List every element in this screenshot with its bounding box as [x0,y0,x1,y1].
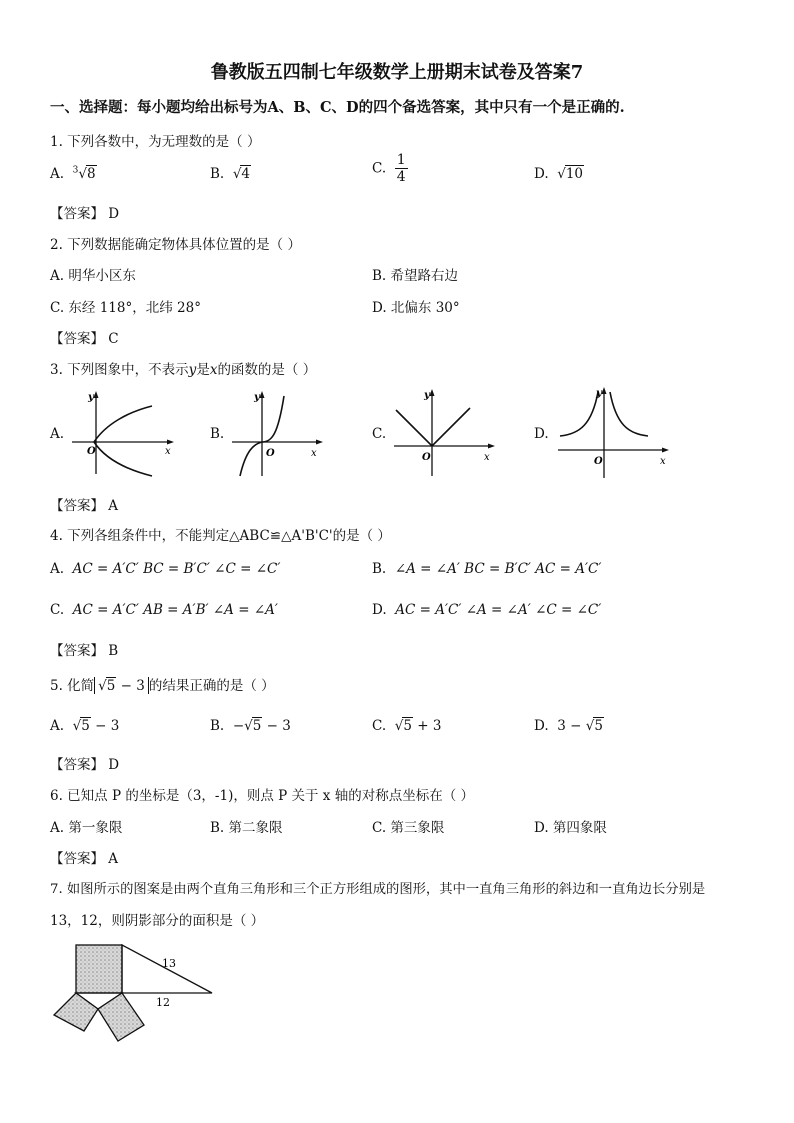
q6-option-c: C. 第三象限 [372,820,445,836]
q7-label-12: 12 [156,996,170,1009]
svg-text:O: O [87,446,96,457]
q6-answer: 【答案】 A [50,851,119,867]
q4-option-b: B. ∠A = ∠A′ BC = B′C′ AC = A′C′ [372,561,602,577]
q4-option-d: D. AC = A′C′ ∠A = ∠A′ ∠C = ∠C′ [372,602,602,618]
q7-top-square [76,945,122,993]
svg-text:x: x [311,448,317,459]
q5-option-b: B. −√5 − 3 [210,718,291,734]
page-title: 鲁教版五四制七年级数学上册期末试卷及答案7 [210,62,584,83]
q2-answer: 【答案】 C [50,331,119,347]
q2-option-d: D. 北偏东 30° [372,300,460,316]
q1-option-c: C. $\frac{1}{4}$ [372,152,406,185]
q4-option-c: C. AC = A′C′ AB = A′B′ ∠A = ∠A′ [50,602,278,618]
svg-text:y: y [88,392,94,403]
svg-text:y: y [424,390,430,401]
q2-option-a: A. 明华小区东 [50,268,136,284]
svg-text:O: O [422,452,431,463]
question-5-stem: 5. 化简 √5 − 3 的结果正确的是（ ） [50,678,275,694]
q1-option-d: D. √10 [534,166,584,182]
q3-option-d-label: D. [534,426,549,442]
svg-text:x: x [165,446,171,457]
q3-graph-c [388,386,500,480]
q1-option-a: A. $^3$√8 [50,165,96,182]
q6-option-b: B. 第二象限 [210,820,283,836]
q5-answer: 【答案】 D [50,757,120,773]
q7-left-square [54,993,98,1031]
q3-answer: 【答案】 A [50,498,119,514]
q3-graph-b [228,388,328,480]
section-heading: 一、选择题：每小题均给出标号为A、B、C、D的四个备选答案，其中只有一个是正确的. [50,99,625,116]
q1-answer: 【答案】 D [50,206,120,222]
svg-text:y: y [254,392,260,403]
svg-text:x: x [660,456,666,467]
question-1-stem: 1. 下列各数中，为无理数的是（ ） [50,134,261,150]
q3-option-a-label: A. [50,426,65,442]
q3-option-b-label: B. [210,426,225,442]
q4-option-a: A. AC = A′C′ BC = B′C′ ∠C = ∠C′ [50,561,281,577]
q5-option-c: C. √5 + 3 [372,718,442,734]
q5-option-a: A. √5 − 3 [50,718,120,734]
q3-option-c-label: C. [372,426,387,442]
svg-text:O: O [266,448,275,459]
question-6-stem: 6. 已知点 P 的坐标是（3，-1)，则点 P 关于 x 轴的对称点坐标在（ ） [50,788,474,804]
q7-figure [44,935,224,1047]
q6-option-d: D. 第四象限 [534,820,607,836]
question-2-stem: 2. 下列数据能确定物体具体位置的是（ ） [50,237,301,253]
question-7-stem-line1: 7. 如图所示的图案是由两个直角三角形和三个正方形组成的图形，其中一直角三角形的斜边和一直角边长分别是 [50,882,706,897]
q3-graph-a [68,388,178,480]
q2-option-b: B. 希望路右边 [372,268,459,284]
q2-option-c: C. 东经 118°，北纬 28° [50,300,201,316]
svg-text:x: x [484,452,490,463]
question-4-stem: 4. 下列各组条件中，不能判定△ABC≌△A'B'C'的是（ ） [50,528,391,544]
question-3-stem: 3. 下列图象中，不表示y是x的函数的是（ ） [50,362,317,378]
q1-option-b: B. √4 [210,166,251,182]
q5-option-d: D. 3 − √5 [534,718,603,734]
q6-option-a: A. 第一象限 [50,820,123,836]
svg-text:y: y [596,388,602,399]
q7-right-square [98,993,144,1041]
q7-label-13: 13 [162,957,176,970]
question-7-stem-line2: 13，12，则阴影部分的面积是（ ） [50,913,265,929]
q3-graph-d [552,384,674,480]
q4-answer: 【答案】 B [50,643,119,659]
svg-text:O: O [594,456,603,467]
